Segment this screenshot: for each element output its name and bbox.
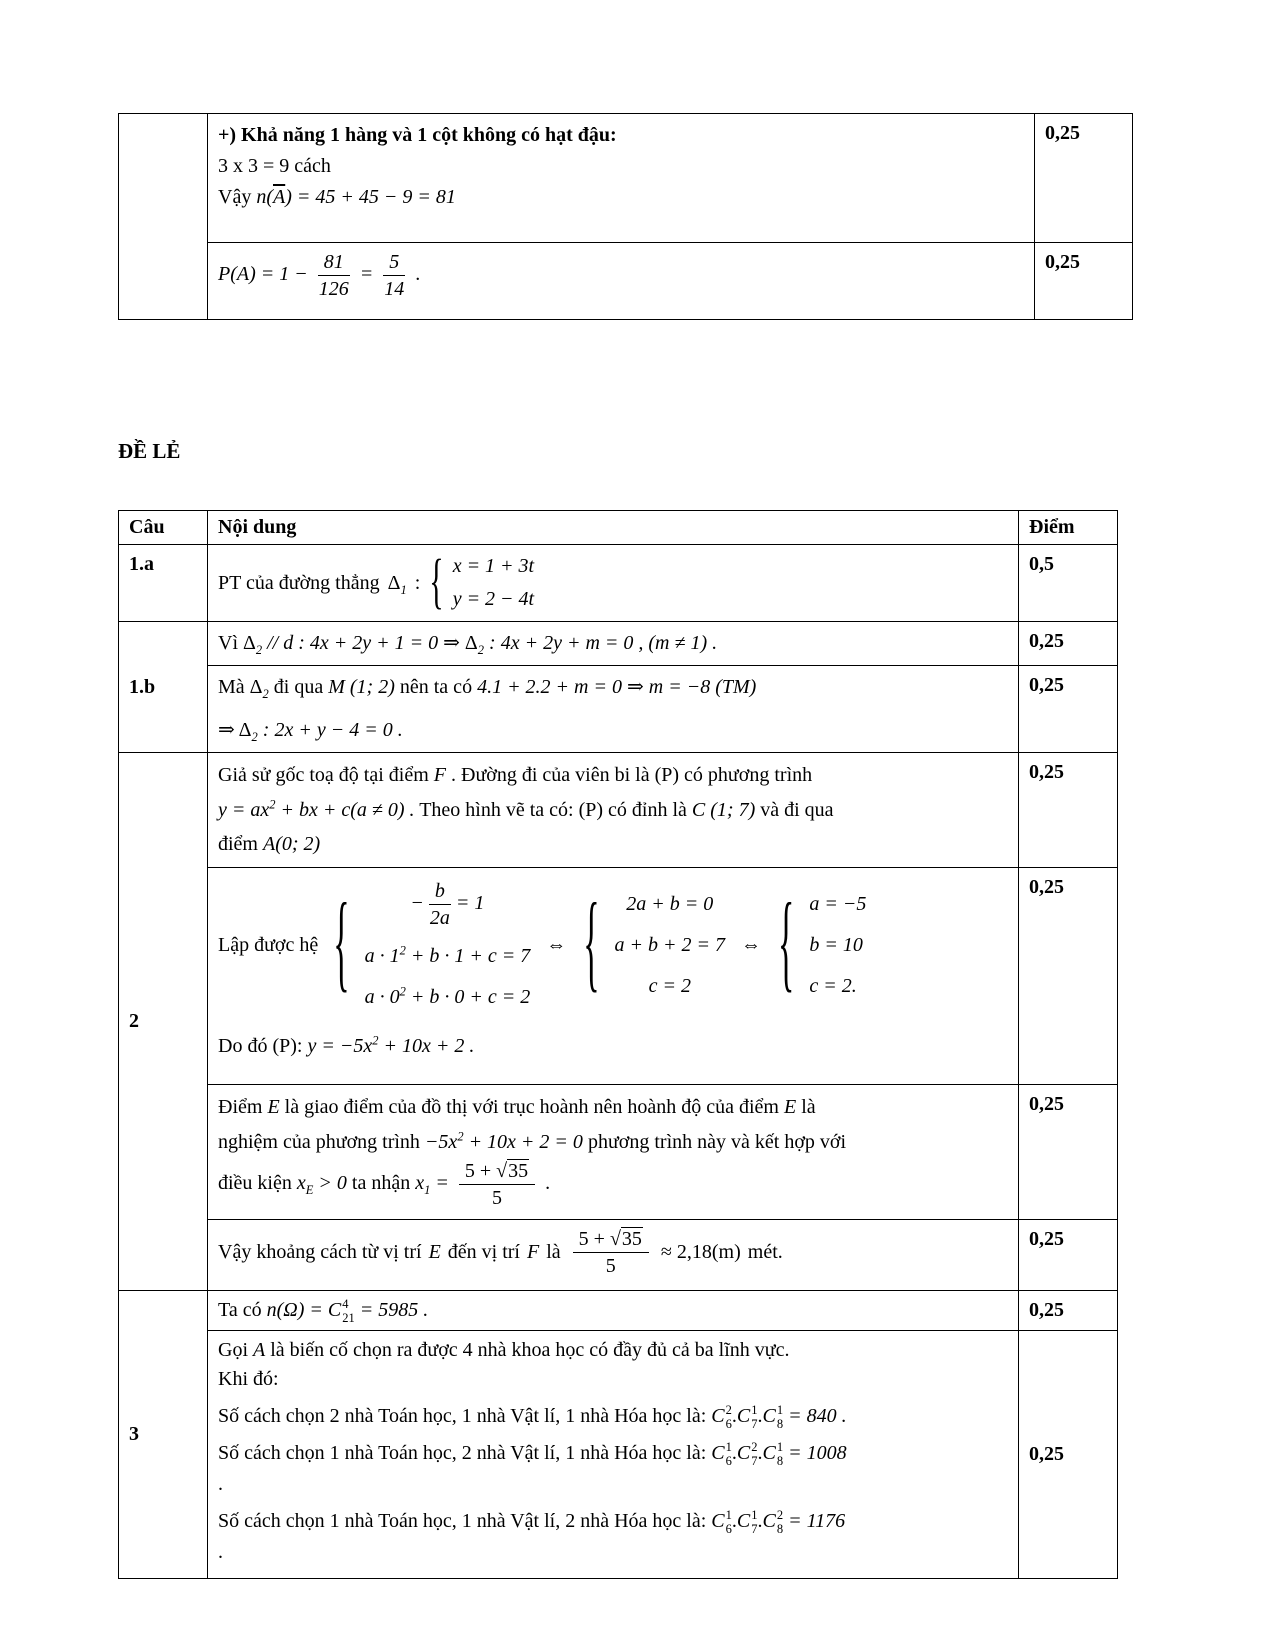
answer-table (118, 510, 1118, 1579)
content-cell (208, 1085, 1019, 1220)
content-line: Vậy khoảng cách từ vị trí E đến vị trí F là $\frac{5 + √35}{5}$ ≈ 2,18(m) mét. (218, 1228, 783, 1278)
table-row (119, 114, 1133, 243)
content-cell (208, 666, 1019, 753)
content-line: Giả sử gốc toạ độ tại điểm F . Đường đi của viên bi là (P) có phương trình (218, 764, 813, 787)
header-diem: Điểm (1019, 511, 1118, 545)
content-line: +) Khả năng 1 hàng và 1 cột không có hạt đậu: (218, 124, 617, 146)
content-cell (208, 243, 1035, 320)
content-line: Số cách chọn 1 nhà Toán học, 2 nhà Vật lí, 1 nhà Hóa học là: C 1 6 . C 2 7 . C 1 8 = 1008 (218, 1439, 847, 1468)
sqrt: √35 (496, 1160, 529, 1183)
header-cau: Câu (119, 511, 208, 545)
table-row (119, 622, 1118, 666)
combination-symbol: C 1 6 (711, 1507, 732, 1536)
score-cell: 0,25 (1019, 868, 1118, 1085)
content-line: Điểm E là giao điểm của đồ thị với trục hoành nên hoành độ của điểm E là (218, 1096, 816, 1119)
math-fraction: $\frac{5}{14}$ (384, 251, 405, 300)
content-line: Số cách chọn 1 nhà Toán học, 1 nhà Vật lí, 2 nhà Hóa học là: C 1 6 . C 1 7 . C 2 8 = 1176 (218, 1507, 846, 1536)
delta-symbol: $\Delta_2$ (238, 719, 258, 745)
content-line: Số cách chọn 2 nhà Toán học, 1 nhà Vật lí, 1 nhà Hóa học là: C 2 6 . C 1 7 . C 1 8 = 840 . (218, 1402, 847, 1431)
brace: { (429, 548, 444, 617)
score-cell: 0,25 (1019, 1085, 1118, 1220)
table-row (119, 666, 1118, 753)
score-cell: 0,5 (1019, 545, 1118, 622)
content-cell (208, 1291, 1019, 1331)
table-header-row (119, 511, 1118, 545)
page-title: ĐỀ LẺ (118, 439, 181, 463)
combination-symbol: C 1 6 (711, 1439, 732, 1468)
brace: { (583, 885, 600, 1004)
combination-symbol: C 1 8 (762, 1439, 784, 1468)
combination-symbol: C 1 7 (736, 1507, 758, 1536)
delta-symbol: $\Delta_2$ (249, 676, 269, 702)
table-row (119, 1220, 1118, 1291)
table-row (119, 1291, 1118, 1331)
content-line: Khi đó: (218, 1368, 279, 1391)
content-line: Lập được hệ { − $\frac{b}{2a}$ = 1 $a \cdot 1^2 + b \cdot 1 + c = 7$ $a \cdot 0^2 + b \cdot 0 + c = 2$ ⇔ { 2a + b = 0 a + b + 2 = 7 c = 2 ⇔ { a = −5 b = 10 c = 2. (218, 879, 1008, 1012)
combination-symbol: C 4 21 (327, 1296, 355, 1325)
content-line: Mà $\Delta_2$ đi qua M (1; 2) nên ta có 4.1 + 2.2 + m = 0 ⇒ m = −8 (TM) (218, 676, 757, 702)
table-row (119, 243, 1133, 320)
equation-system: 2a + b = 0 a + b + 2 = 7 c = 2 (614, 893, 726, 998)
math-fraction: $\frac{b}{2a}$ (429, 880, 450, 930)
content-line: Do đó (P): $y = -5x^2 + 10x + 2$ . (218, 1033, 475, 1058)
equation-system: x = 1 + 3t y = 2 − 4t (452, 555, 535, 611)
question-label: 2 (119, 753, 208, 1291)
table-row (119, 1331, 1118, 1579)
math-fraction: $\frac{81}{126}$ (318, 251, 349, 300)
question-label: 1.a (119, 545, 208, 622)
question-cell-empty (119, 114, 208, 320)
score-cell: 0,25 (1019, 666, 1118, 753)
iff-symbol: ⇔ (741, 934, 762, 957)
content-cell (208, 753, 1019, 868)
content-line: Vì $\Delta_2$ // d : 4x + 2y + 1 = 0 ⇒ $\Delta_2$ : 4x + 2y + m = 0 , (m ≠ 1) . (218, 632, 718, 658)
question-label: 1.b (119, 622, 208, 753)
combination-symbol: C 2 8 (762, 1507, 784, 1536)
content-line: điểm A(0; 2) (218, 833, 321, 856)
combination-symbol: C 1 8 (762, 1402, 784, 1431)
score-cell: 0,25 (1019, 1291, 1118, 1331)
content-cell (208, 868, 1019, 1085)
combination-symbol: C 1 7 (736, 1402, 758, 1431)
equation: P(A) = 1 − $\frac{81}{126}$ = $\frac{5}{14}$ . (218, 251, 421, 300)
iff-symbol: ⇔ (546, 934, 567, 957)
score-cell: 0,25 (1019, 622, 1118, 666)
content-line: $y = ax^2$ + bx + c(a ≠ 0) . Theo hình vẽ ta có: (P) có đỉnh là C (1; 7) và đi qua (218, 797, 834, 821)
equation-system: a = −5 b = 10 c = 2. (809, 893, 867, 998)
equation-system: − $\frac{b}{2a}$ = 1 $a \cdot 1^2 + b \cdot 1 + c = 7$ $a \cdot 0^2 + b \cdot 0 + c = 2$ (364, 880, 531, 1009)
score-cell: 0,25 (1019, 1220, 1118, 1291)
combination-symbol: C 2 6 (711, 1402, 732, 1431)
content-line: điều kiện $x_E > 0$ ta nhận $x_1$ = $\frac{5 + √35}{5}$ . (218, 1160, 551, 1210)
content-line: Vậy $n(\overline{A}) = 45 + 45 - 9 = 81$ (218, 186, 456, 208)
brace: { (778, 885, 795, 1004)
score-cell: 0,25 (1035, 114, 1133, 243)
delta-symbol: $\Delta_2$ (464, 632, 485, 658)
content-line: ⇒ $\Delta_2$ : 2x + y − 4 = 0 . (218, 719, 403, 745)
delta-symbol: $\Delta_1$ (387, 571, 407, 597)
content-line: Gọi A là biến cố chọn ra được 4 nhà khoa học có đầy đủ cả ba lĩnh vực. (218, 1339, 790, 1362)
top-answer-table (118, 113, 1133, 320)
content-line: PT của đường thẳng $\Delta_1$ : { x = 1 + 3t y = 2 − 4t (218, 548, 535, 617)
delta-symbol: $\Delta_2$ (243, 632, 263, 658)
math-fraction: $\frac{5 + √35}{5}$ (573, 1227, 649, 1278)
math-fraction: $\frac{5 + √35}{5}$ (459, 1159, 535, 1210)
brace: { (333, 885, 350, 1004)
content-cell (208, 545, 1019, 622)
question-label: 3 (119, 1291, 208, 1579)
content-cell (208, 1220, 1019, 1291)
document-page (118, 0, 1132, 1579)
header-noidung: Nội dung (208, 511, 1019, 545)
content-cell (208, 114, 1035, 243)
content-line: Ta có n(Ω) = C 4 21 = 5985 . (218, 1296, 429, 1325)
sqrt: √35 (609, 1228, 642, 1251)
content-cell (208, 1331, 1019, 1579)
score-cell: 0,25 (1019, 753, 1118, 868)
table-row (119, 753, 1118, 868)
combination-symbol: C 2 7 (736, 1439, 758, 1468)
score-cell: 0,25 (1019, 1331, 1118, 1579)
content-line: nghiệm của phương trình $-5x^2 + 10x + 2 = 0$ phương trình này và kết hợp với (218, 1129, 847, 1153)
table-row (119, 1085, 1118, 1220)
content-cell (208, 622, 1019, 666)
overline-A: $\overline{A}$ (273, 186, 286, 208)
table-row (119, 868, 1118, 1085)
content-line: . (218, 1473, 223, 1496)
equation: $n(\overline{A}) = 45 + 45 - 9 = 81$ (256, 186, 456, 208)
table-row (119, 545, 1118, 622)
content-line: . (218, 1541, 223, 1564)
score-cell: 0,25 (1035, 243, 1133, 320)
content-line: 3 x 3 = 9 cách (218, 155, 331, 177)
